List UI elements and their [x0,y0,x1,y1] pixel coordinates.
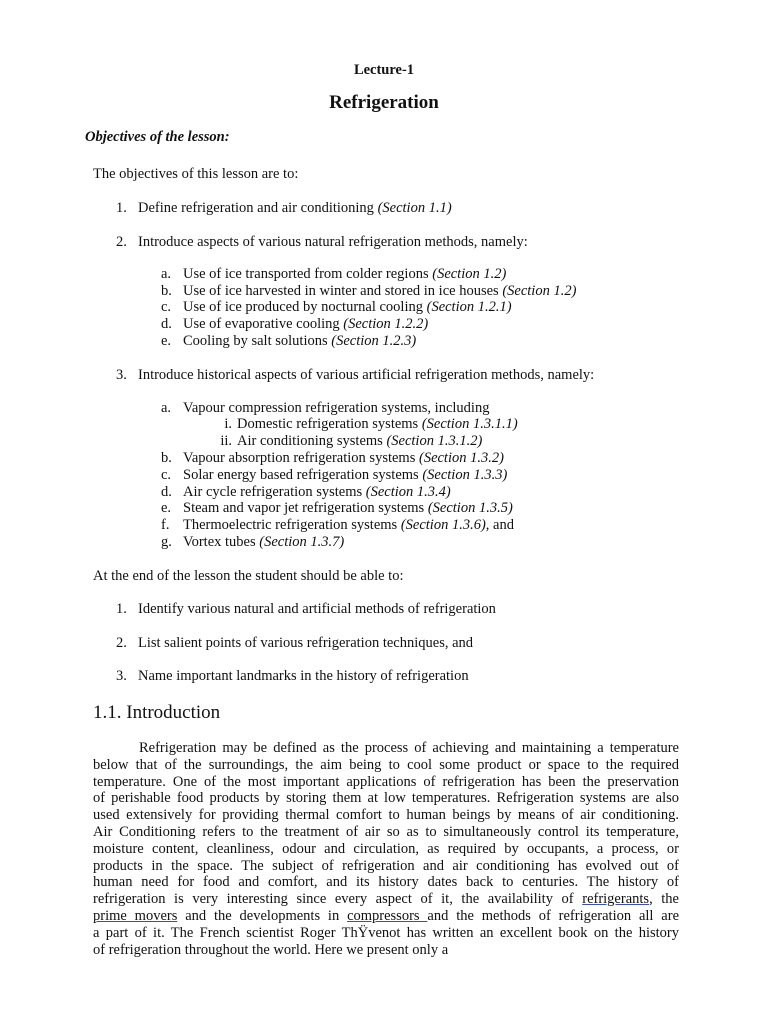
list-text: Use of ice transported from colder regions [183,266,433,282]
section-ref: (Section 1.2.3) [331,333,417,349]
list-letter: e. [161,500,172,516]
section-ref: (Section 1.3.3) [422,467,508,483]
section-heading: 1.1. Introduction [93,702,221,723]
paragraph-line: used extensively for providing thermal comfort to human beings by means of air conditioning. [93,807,679,824]
refrigerants-link[interactable]: refrigerants [582,891,650,908]
artificial-method-e [161,500,513,517]
list-text: Domestic refrigeration systems [237,416,422,432]
objective-item-2 [116,234,528,251]
natural-method-c [161,299,512,316]
page-title: Refrigeration [329,92,439,113]
paragraph-line: a part of it. The French scientist Roger ThŸvenot has written an excellent book on the history [93,924,679,941]
paragraph-line: Refrigeration may be defined as the process of achieving and maintaining a temperature [139,740,679,756]
list-letter: c. [161,467,172,483]
list-roman: i. [224,416,232,432]
natural-method-d [161,316,428,333]
paragraph-line: refrigeration is very interesting since every aspect of it, the availability of refrigerants, the [93,891,679,908]
paragraph-line: temperature. One of the most important applications of refrigeration has been the preservation [93,773,679,790]
list-text: Vortex tubes [183,534,260,550]
list-letter: b. [161,283,172,299]
list-text: Air conditioning systems [237,433,387,449]
outcome-item-2 [116,635,473,652]
list-text: Vapour compression refrigeration systems, including [183,400,490,416]
list-letter: b. [161,450,172,466]
paragraph-line: below that of the surroundings, the aim being to cool some product or space to the required [93,756,679,773]
artificial-method-f [161,517,514,534]
list-number: 1. [116,200,127,216]
list-letter: g. [161,534,172,550]
list-letter: d. [161,316,172,332]
section-ref: (Section 1.3.5) [427,500,513,516]
outcome-item-1 [116,601,496,618]
list-text: Use of ice produced by nocturnal cooling [183,299,427,315]
paragraph-line: products in the space. The subject of refrigeration and air conditioning has evolved out of [93,857,679,874]
paragraph-line: of perishable food products by storing them at low temperatures. Refrigeration systems are also [93,790,679,807]
list-text: Introduce historical aspects of various artificial refrigeration methods, namely: [138,367,595,383]
natural-method-a [161,266,506,283]
artificial-method-d [161,484,451,501]
section-ref: (Section 1.3.4) [365,484,451,500]
list-text: Thermoelectric refrigeration systems [183,517,401,533]
objective-item-1 [116,200,452,217]
objective-item-3 [116,367,594,384]
section-ref: (Section 1.3.1.2) [386,433,483,449]
list-letter: a. [161,400,172,416]
natural-method-b [161,283,576,300]
section-ref: (Section 1.3.7) [259,534,345,550]
list-text: Name important landmarks in the history of refrigeration [138,668,469,684]
artificial-sub-ii [201,433,482,450]
section-ref: (Section 1.3.2) [418,450,504,466]
paragraph-line: of refrigeration throughout the world. Here we present only a [93,941,449,958]
objectives-heading: Objectives of the lesson: [85,129,230,145]
list-number: 3. [116,668,127,684]
section-ref: (Section 1.2.1) [426,299,512,315]
list-letter: a. [161,266,172,282]
list-text: Steam and vapor jet refrigeration systems [183,500,428,516]
list-number: 3. [116,367,127,383]
list-letter: c. [161,299,172,315]
paragraph-line: prime movers and the developments in compressors and the methods of refrigeration all are [93,907,679,924]
paragraph-line: moisture content, cleanliness, odour and circulation, as required by occupants, a process, or [93,840,679,857]
list-text: Define refrigeration and air conditioning [138,200,378,216]
list-number: 2. [116,234,127,250]
section-ref: (Section 1.2.2) [343,316,429,332]
outcome-item-3 [116,668,469,685]
list-number: 1. [116,601,127,617]
artificial-method-b [161,450,504,467]
list-text: List salient points of various refrigeration techniques, and [138,635,474,651]
artificial-sub-i [205,416,518,433]
section-ref: (Section 1.2) [432,266,507,282]
list-text: Introduce aspects of various natural refrigeration methods, namely: [138,234,528,250]
section-ref: (Section 1.2) [502,283,577,299]
section-ref: (Section 1.1) [377,200,452,216]
list-text: Solar energy based refrigeration systems [183,467,423,483]
artificial-method-g [161,534,344,551]
list-text: Air cycle refrigeration systems [183,484,366,500]
objectives-intro: The objectives of this lesson are to: [93,166,299,182]
list-letter: e. [161,333,172,349]
artificial-method-c [161,467,507,484]
list-number: 2. [116,635,127,651]
list-text: Use of ice harvested in winter and stored in ice houses [183,283,503,299]
list-tail: , and [485,517,514,533]
natural-method-e [161,333,416,350]
paragraph-line: Air Conditioning refers to the treatment of air so as to simultaneously control its temperature, [93,823,679,840]
lecture-label: Lecture-1 [353,62,415,78]
list-text: Identify various natural and artificial methods of refrigeration [138,601,496,617]
list-text: Vapour absorption refrigeration systems [183,450,419,466]
list-roman: ii. [220,433,232,449]
artificial-method-a [161,400,489,417]
section-ref: (Section 1.3.6) [400,517,486,533]
outcomes-intro: At the end of the lesson the student should be able to: [93,568,404,584]
introduction-paragraph [93,740,679,958]
list-text: Cooling by salt solutions [183,333,332,349]
compressors-link[interactable]: compressors [347,907,428,924]
prime-movers-link[interactable]: prime movers [93,907,178,924]
list-text: Use of evaporative cooling [183,316,344,332]
list-letter: d. [161,484,172,500]
paragraph-line: human need for food and comfort, and its history dates back to centuries. The history of [93,874,679,891]
section-ref: (Section 1.3.1.1) [421,416,518,432]
list-letter: f. [161,517,170,533]
